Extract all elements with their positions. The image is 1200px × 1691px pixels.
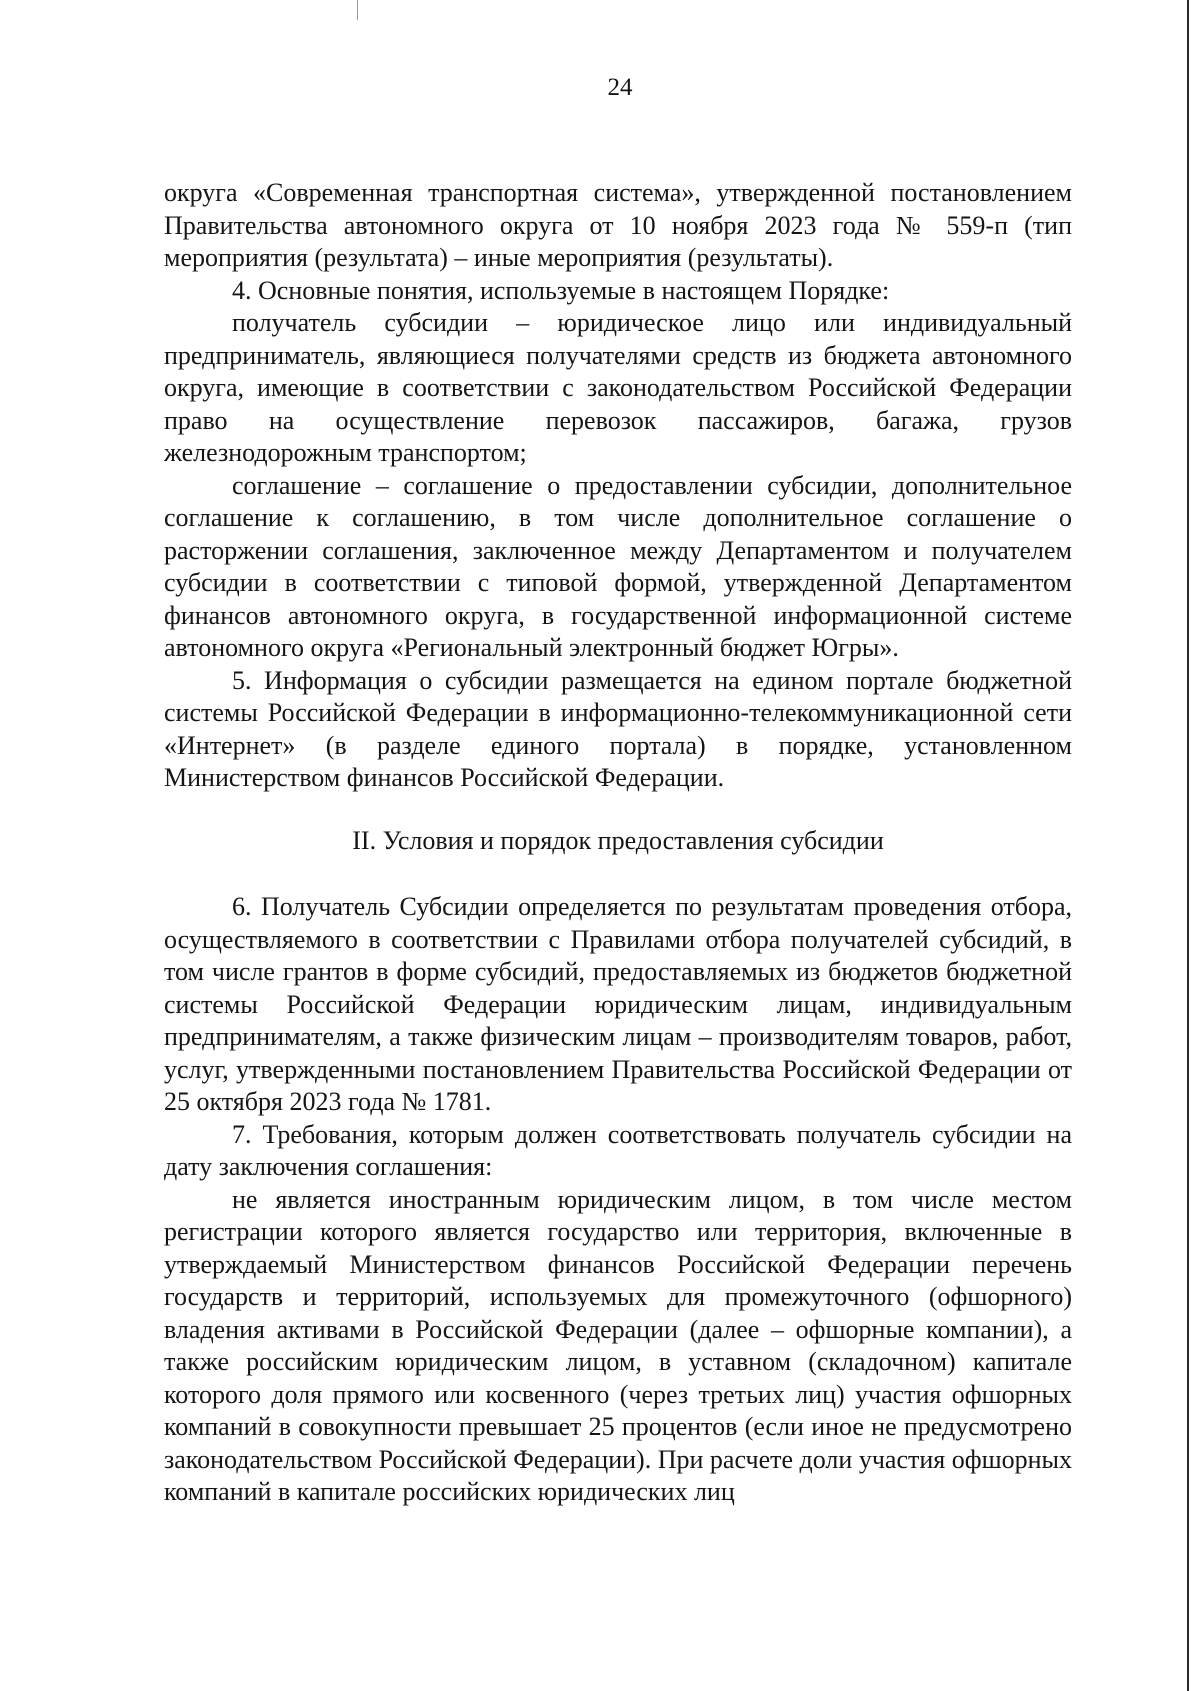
paragraph: 7. Требования, которым должен соответствовать получатель субсидии на дату заключения соглашения: [164, 1119, 1072, 1181]
paragraph: округа «Современная транспортная система», утвержденной постановлением Правительства автономного округа от 10 ноября 2023 года № 559-п (тип мероприятия (результата) – иные мероприятия (результаты). [164, 178, 1072, 272]
scan-artifact-mark [357, 0, 358, 20]
page-number: 24 [607, 74, 633, 101]
paragraph: не является иностранным юридическим лицом, в том числе местом регистрации которого является государство или территория, включенные в утверждаемый Министерством финансов Российской Федерации перечень государств и территорий, используемых для промежуточного (офшорного) владения активами в Российской Федерации (далее – офшорные компании), а также российским юридическим лицом, в уставном (складочном) капитале которого доля прямого или косвенного (через третьих лиц) участия офшорных компаний в совокупности превышает 25 процентов (если иное не предусмотрено законодательством Российской Федерации). При расчете доли участия офшорных компаний в капитале российских юридических лиц [164, 1184, 1072, 1506]
paragraph: получатель субсидии – юридическое лицо или индивидуальный предприниматель, являющиеся получателями средств из бюджета автономного округа, имеющие в соответствии с законодательством Российской Федерации право на осуществление перевозок пассажиров, багажа, грузов железнодорожным транспортом; [164, 308, 1072, 467]
paragraph: соглашение – соглашение о предоставлении субсидии, дополнительное соглашение к соглашению, в том числе дополнительное соглашение о расторжении соглашения, заключенное между Департаментом и получателем субсидии в соответствии с типовой формой, утвержденной Департаментом финансов автономного округа, в государственной информационной системе автономного округа «Региональный электронный бюджет Югры». [164, 470, 1072, 662]
page-edge-line [1187, 0, 1189, 1691]
paragraphs-after-heading [164, 891, 1072, 1509]
paragraphs-before-heading [164, 177, 1072, 795]
section-heading: II. Условия и порядок предоставления субсидии [352, 825, 884, 855]
paragraph: 5. Информация о субсидии размещается на едином портале бюджетной системы Российской Федерации в информационно-телекоммуникационной сети «Интернет» (в разделе единого портала) в порядке, установленном Министерством финансов Российской Федерации. [164, 665, 1072, 792]
document-body [164, 177, 1072, 1509]
paragraph: 4. Основные понятия, используемые в настоящем Порядке: [232, 275, 890, 305]
paragraph: 6. Получатель Субсидии определяется по результатам проведения отбора, осуществляемого в соответствии с Правилами отбора получателей субсидий, в том числе грантов в форме субсидий, предоставляемых из бюджетов бюджетной системы Российской Федерации юридическим лицам, индивидуальным предпринимателям, а также физическим лицам – производителям товаров, работ, услуг, утвержденными постановлением Правительства Российской Федерации от 25 октября 2023 года № 1781. [164, 892, 1072, 1116]
